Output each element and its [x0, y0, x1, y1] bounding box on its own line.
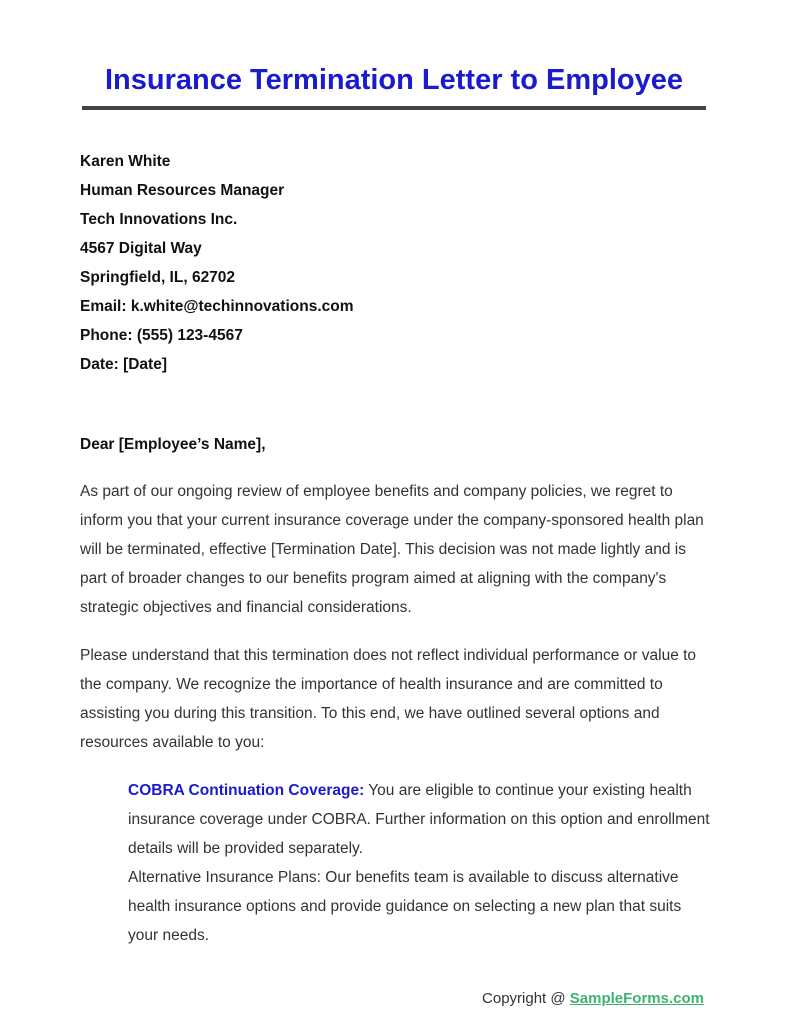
- options-list: [128, 776, 710, 950]
- body-paragraph-2: Please understand that this termination does not reflect individual performance or value to the company. We recognize the importance of health insurance and are committed to assisting you during this transition. To this end, we have outlined several options and resources available to you:: [80, 647, 697, 751]
- copyright-prefix: Copyright @: [482, 990, 570, 1007]
- sender-company: Tech Innovations Inc.: [80, 211, 238, 228]
- option-item-alternative: [128, 863, 710, 950]
- brand-link[interactable]: SampleForms.com: [569, 990, 704, 1007]
- option-text-alternative: Alternative Insurance Plans: Our benefits team is available to discuss alternative health insurance options and provide guidance on selecting a new plan that suits your needs.: [128, 869, 682, 944]
- sender-position: Human Resources Manager: [80, 182, 285, 199]
- option-text-cobra: You are eligible to continue your existing health insurance coverage under COBRA. Further information on this option and enrollment details will be provided separately.: [128, 782, 710, 857]
- letter-date: Date: [Date]: [80, 356, 167, 373]
- sender-street: 4567 Digital Way: [80, 240, 202, 257]
- salutation: Dear [Employee’s Name],: [80, 436, 266, 453]
- copyright-footer: [482, 990, 704, 1007]
- sender-email: Email: k.white@techinnovations.com: [80, 298, 354, 315]
- sender-phone: Phone: (555) 123-4567: [80, 327, 243, 344]
- option-item-cobra: [128, 776, 710, 863]
- option-label-cobra: COBRA Continuation Coverage:: [128, 782, 365, 799]
- title-divider: [82, 106, 706, 110]
- sender-name: Karen White: [80, 153, 171, 170]
- sender-city: Springfield, IL, 62702: [80, 269, 236, 286]
- body-paragraph-1: As part of our ongoing review of employee benefits and company policies, we regret to inform you that your current insurance coverage under the company-sponsored health plan will be terminated, effective [Termination Date]. This decision was not made lightly and is part of broader changes to our benefits program aimed at aligning with the company's strategic objectives and financial considerations.: [80, 483, 704, 616]
- page-title: Insurance Termination Letter to Employee: [105, 64, 683, 96]
- sender-block: [80, 147, 720, 379]
